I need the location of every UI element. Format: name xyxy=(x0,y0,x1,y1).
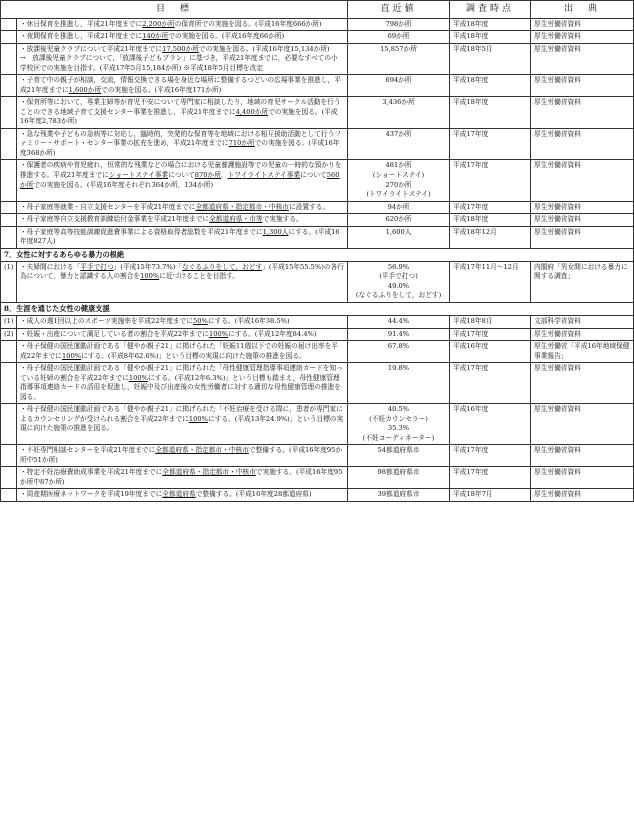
survey-date: 平成17年度 xyxy=(450,128,531,160)
latest-value xyxy=(348,214,450,227)
header-value: 直近値 xyxy=(348,1,450,19)
latest-value-line: 1,600人 xyxy=(385,227,412,236)
latest-value-line: 44.4% xyxy=(387,317,410,326)
section-heading: 7．女性に対するあらゆる暴力の根絶 xyxy=(1,248,634,261)
table-row xyxy=(1,18,634,31)
target-text-segment: にする。(平成13年24.9%)」という目標の実現に向けた施策の推進を図る。 xyxy=(20,414,344,433)
target-text-segment: → 放課後児童クラブについて，「放課後子どもプラン」に基づき，平成21年度までに，必要なすべての小学校区での実施を目指す。(平成17年5月15,184か所) ※平成18年5月目標を改定 xyxy=(20,54,338,72)
latest-value-line: (ショートステイ) xyxy=(372,170,425,179)
source: 厚生労働省資料 xyxy=(531,43,634,75)
source: 厚生労働省資料 xyxy=(531,489,634,502)
target-text xyxy=(17,18,348,31)
table-row xyxy=(1,31,634,44)
target-text xyxy=(17,201,348,214)
table-row xyxy=(1,489,634,502)
latest-value xyxy=(348,467,450,489)
target-value-underlined: 560か所 xyxy=(20,170,340,189)
source: 厚生労働省資料 xyxy=(531,128,634,160)
target-text-segment: での実施を図る。(平成16年度368か所) xyxy=(20,139,340,157)
source: 厚生労働省資料 xyxy=(531,226,634,248)
row-number: (1) xyxy=(1,261,17,302)
survey-date: 平成18年12月 xyxy=(450,226,531,248)
survey-date: 平成17年度 xyxy=(450,467,531,489)
latest-value-line: 798か所 xyxy=(385,19,412,28)
source: 厚生労働省資料 xyxy=(531,201,634,214)
target-text xyxy=(17,316,348,329)
survey-date: 平成17年度 xyxy=(450,201,531,214)
target-text-segment: ・放課後児童クラブについて平成21年度までに xyxy=(20,44,163,53)
row-number xyxy=(1,201,17,214)
target-text-segment: にする。(平成8年62.6%)」という目標の実現に向けた施策の推進を図る。 xyxy=(81,351,306,360)
latest-value xyxy=(348,160,450,201)
latest-value-line: 39都道府県市 xyxy=(377,490,420,499)
target-value-underlined: なぐるふりをして，おどす xyxy=(182,262,263,271)
table-row xyxy=(1,160,634,201)
target-text-segment: での実施を図る。(平成16年度それぞれ364か所，134か所) xyxy=(33,180,214,189)
survey-date: 平成17年11月～12月 xyxy=(450,261,531,302)
target-text-segment: ・母子保健の国民運動計画である「健やか親子21」に掲げられた「母性健康管理指導事項連絡カードを知っている妊婦の割合を平成22年までに xyxy=(20,364,343,382)
target-text-segment: ・夫婦間における「 xyxy=(20,262,81,271)
source: 厚生労働省資料 xyxy=(531,214,634,227)
latest-value-line: (不妊カウンセラー) xyxy=(369,414,428,423)
target-value-underlined: 100% xyxy=(128,373,148,382)
latest-value-line: 98都道府県市 xyxy=(377,468,420,477)
row-number xyxy=(1,226,17,248)
source: 厚生労働省資料 xyxy=(531,404,634,445)
source: 厚生労働省資料 xyxy=(531,328,634,341)
latest-value-line: 35.3% xyxy=(387,424,410,433)
survey-date: 平成16年度 xyxy=(450,341,531,363)
target-text-segment: 」(平成15年55.5%)の各行為について，暴力と認識する人の割合を xyxy=(20,262,344,281)
latest-value xyxy=(348,97,450,129)
target-text-segment: について xyxy=(300,170,327,179)
target-text xyxy=(17,43,348,75)
source: 厚生労働省資料 xyxy=(531,18,634,31)
target-value-underlined: 100% xyxy=(208,329,229,338)
target-text xyxy=(17,261,348,302)
source: 厚生労働省資料 xyxy=(531,75,634,97)
table-row xyxy=(1,404,634,445)
latest-value xyxy=(348,18,450,31)
latest-value-line: 40.5% xyxy=(387,405,410,414)
target-value-underlined: 2,200か所 xyxy=(142,19,175,28)
latest-value xyxy=(348,201,450,214)
latest-value-line: 270か所 xyxy=(385,180,412,189)
survey-date: 平成18年度 xyxy=(450,31,531,44)
target-text-segment: について xyxy=(168,170,195,179)
latest-value-line: 49.0% xyxy=(387,281,410,290)
target-value-underlined: 全都道府県・市等 xyxy=(209,215,263,224)
target-text-segment: での実施を図る。(平成16年度66か所) xyxy=(168,32,285,41)
latest-value-line: 91.4% xyxy=(387,329,410,338)
survey-date: 平成18年度 xyxy=(450,97,531,129)
target-value-underlined: 17,500か所 xyxy=(162,44,199,53)
survey-date: 平成18年度 xyxy=(450,214,531,227)
target-text-segment: での実施を図る。(平成16年度15,134か所) xyxy=(198,44,330,53)
target-text xyxy=(17,31,348,44)
row-number xyxy=(1,43,17,75)
target-text-segment: ・母子家庭等就業・自立支援センターを平成21年度までに xyxy=(20,202,196,211)
table-row xyxy=(1,97,634,129)
latest-value-line: 481か所 xyxy=(385,161,412,170)
source: 厚生労働省資料 xyxy=(531,445,634,467)
source: 厚生労働省資料 xyxy=(531,160,634,201)
survey-date: 平成18年8月 xyxy=(450,316,531,329)
latest-value xyxy=(348,363,450,404)
latest-value xyxy=(348,316,450,329)
latest-value-line: 54都道府県市 xyxy=(377,446,420,455)
latest-value xyxy=(348,489,450,502)
latest-value-line: 67.8% xyxy=(387,342,410,351)
target-text xyxy=(17,363,348,404)
target-text-segment: の保育所での実施を図る。(平成16年度666か所) xyxy=(174,19,322,28)
table-row xyxy=(1,214,634,227)
target-text-segment: ・母子保健の国民運動計画である「健やか親子21」に掲げられた「不妊治療を受ける際に，患者が専門家によるカウンセリングが受けられる割合を平成22年までに xyxy=(20,405,343,423)
target-text-segment: 」(平成15年73.7%)「 xyxy=(113,262,183,271)
table-row xyxy=(1,316,634,329)
target-value-underlined: 全都道府県・指定都市・中核市 xyxy=(195,202,290,211)
table-row xyxy=(1,467,634,489)
row-number xyxy=(1,97,17,129)
target-value-underlined: 870か所 xyxy=(194,170,221,179)
target-text-segment: ・休日保育を推進し，平成21年度までに xyxy=(20,19,143,28)
survey-date: 平成18年7月 xyxy=(450,489,531,502)
table-row xyxy=(1,226,634,248)
target-value-underlined: 1,600か所 xyxy=(68,85,102,94)
row-number: (2) xyxy=(1,328,17,341)
target-text xyxy=(17,489,348,502)
row-number xyxy=(1,128,17,160)
latest-value xyxy=(348,128,450,160)
header-source: 出 典 xyxy=(531,1,634,19)
target-text-segment: にする。(平成16年度827人) xyxy=(20,227,340,246)
table-row xyxy=(1,363,634,404)
target-text xyxy=(17,97,348,129)
latest-value-line: 15,857か所 xyxy=(380,44,417,53)
latest-value-line: (平手で打つ) xyxy=(379,272,418,281)
table-row xyxy=(1,341,634,363)
target-value-underlined: 全都道府県 xyxy=(162,490,196,499)
latest-value-line: 3,436か所 xyxy=(382,98,415,107)
latest-value-line: (トワイライトステイ) xyxy=(366,190,431,199)
row-number xyxy=(1,404,17,445)
target-value-underlined: 1,300人 xyxy=(262,227,289,236)
target-text xyxy=(17,160,348,201)
row-number: (1) xyxy=(1,316,17,329)
target-value-underlined: 100% xyxy=(140,272,160,281)
source: 文部科学省資料 xyxy=(531,316,634,329)
latest-value xyxy=(348,341,450,363)
latest-value-line: (不妊コーディネーター) xyxy=(362,433,435,442)
target-text-segment: ・不妊専門相談センターを平成21年度までに xyxy=(20,446,156,455)
survey-date: 平成17年度 xyxy=(450,445,531,467)
header-date: 調査時点 xyxy=(450,1,531,19)
target-text-segment: ・急な残業や子どもの急病等に対応し，臨時的，突発的な保育等を地域における相互援助活動として行うファミリー・サポート・センター事業の拡充を進め，平成21年度までに xyxy=(20,129,341,148)
header-row xyxy=(1,1,634,19)
table-row xyxy=(1,328,634,341)
target-text-segment: で実施する。 xyxy=(262,215,303,224)
target-text-segment: ・子育て中の親子が相談，交流，情報交換できる場を身近な場所に整備するつどいの広場事業を推進し，平成21年度までに xyxy=(20,76,341,94)
survey-date: 平成18年度 xyxy=(450,75,531,97)
target-text-segment: ・母子家庭等自立支援教育訓練給付金事業を平成21年度までに xyxy=(20,215,210,224)
target-text-segment: ・妊娠・出産について満足している者の割合を平成22年までに xyxy=(20,329,209,338)
target-text-segment: での実施を図る。(平成16年度2,783か所) xyxy=(20,107,338,126)
latest-value-line: 69か所 xyxy=(387,32,410,41)
survey-date: 平成17年度 xyxy=(450,363,531,404)
target-text-segment: にする。(平成16年38.5%) xyxy=(207,317,290,326)
table-row xyxy=(1,201,634,214)
section-heading: 8．生涯を通じた女性の健康支援 xyxy=(1,302,634,315)
latest-value xyxy=(348,43,450,75)
target-text xyxy=(17,445,348,467)
target-value-underlined: 4,400か所 xyxy=(235,107,269,116)
latest-value xyxy=(348,328,450,341)
row-number xyxy=(1,467,17,489)
target-text-segment: に近づけることを目指す。 xyxy=(159,272,239,281)
target-text xyxy=(17,404,348,445)
target-text xyxy=(17,467,348,489)
target-text-segment: ・特定不妊治療費助成事業を平成21年度までに xyxy=(20,468,163,477)
target-text-segment: で実施する。(平成16年度95か所中87か所) xyxy=(20,468,343,486)
section-row xyxy=(1,248,634,261)
target-text-segment: にする。(平成12年度84.4%) xyxy=(228,329,317,338)
target-value-underlined: 平手で打つ xyxy=(80,262,114,271)
target-value-underlined: トワイライトステイ事業 xyxy=(227,170,301,179)
target-value-underlined: 100% xyxy=(188,414,208,423)
target-text xyxy=(17,214,348,227)
target-value-underlined: ショートステイ事業 xyxy=(108,170,169,179)
latest-value xyxy=(348,226,450,248)
target-text xyxy=(17,341,348,363)
row-number xyxy=(1,18,17,31)
target-value-underlined: 100% xyxy=(61,351,82,360)
table-row xyxy=(1,445,634,467)
target-text-segment: ・周産期医療ネットワークを平成19年度までに xyxy=(20,490,163,499)
target-text xyxy=(17,328,348,341)
survey-date: 平成18年度 xyxy=(450,18,531,31)
row-number xyxy=(1,341,17,363)
source: 内閣府「男女間における暴力に関する調査」 xyxy=(531,261,634,302)
latest-value xyxy=(348,261,450,302)
table-row xyxy=(1,261,634,302)
target-text-segment: で整備する。(平成16年度95か所中51か所) xyxy=(20,446,343,464)
target-value-underlined: 50% xyxy=(193,317,208,326)
row-number xyxy=(1,31,17,44)
target-text-segment: ， xyxy=(220,170,228,179)
row-number xyxy=(1,363,17,404)
target-text-segment: で整備する。(平成16年度28都道府県) xyxy=(195,490,312,499)
latest-value xyxy=(348,75,450,97)
latest-value xyxy=(348,404,450,445)
section-row xyxy=(1,302,634,315)
row-number xyxy=(1,214,17,227)
target-value-underlined: 710か所 xyxy=(228,139,255,148)
latest-value-line: 437か所 xyxy=(385,129,412,138)
source: 厚生労働省「平成16年地域保健事業報告」 xyxy=(531,341,634,363)
survey-date: 平成18年5月 xyxy=(450,43,531,75)
target-text xyxy=(17,75,348,97)
target-text-segment: ・母子家庭等高等技能訓練促進費事業による資格取得者総数を平成21年度までに xyxy=(20,227,263,236)
target-text-segment: にする。(平成12年6.3%)」という目標も踏まえ，母性健康管理指導事項連絡カードの活用を促進し，妊娠中及び出産後の女性労働者に対する適切な母性健康管理の推進を図る。 xyxy=(20,373,341,401)
row-number xyxy=(1,489,17,502)
target-text-segment: ・保育所等において，専業主婦等が育児不安について専門家に相談したり，地域の育児サークル活動を行うことのできる地域子育て支援センター事業を推進し，平成21年度までに xyxy=(20,98,341,116)
source: 厚生労働省資料 xyxy=(531,363,634,404)
target-text-segment: での実施を図る。(平成16年度171か所) xyxy=(101,85,222,94)
target-text-segment: ・成人の週1回以上のスポーツ実施率を平成22年度までに xyxy=(20,317,193,326)
row-number xyxy=(1,75,17,97)
latest-value-line: 94か所 xyxy=(387,202,410,211)
survey-date: 平成16年度 xyxy=(450,404,531,445)
latest-value xyxy=(348,31,450,44)
target-text xyxy=(17,226,348,248)
latest-value-line: 19.8% xyxy=(387,364,410,373)
target-text-segment: ・夜間保育を推進し，平成21年度までに xyxy=(20,32,143,41)
table-row xyxy=(1,128,634,160)
latest-value-line: 620か所 xyxy=(385,215,412,224)
row-number xyxy=(1,160,17,201)
latest-value-line: (なぐるふりをして，おどす) xyxy=(355,291,442,300)
target-value-underlined: 140か所 xyxy=(142,32,169,41)
latest-value-line: 694か所 xyxy=(385,76,412,85)
source: 厚生労働省資料 xyxy=(531,31,634,44)
table-row xyxy=(1,75,634,97)
target-value-underlined: 全都道府県・指定都市・中核市 xyxy=(155,446,249,455)
latest-value-line: 56.9% xyxy=(387,262,410,271)
source: 厚生労働省資料 xyxy=(531,97,634,129)
survey-date: 平成17年度 xyxy=(450,160,531,201)
target-text-segment: ・保護者の疾病や育児疲れ，恒常的な残業などの場合における児童養護施設等での児童の一時的な預かりを推進する。平成21年度までに xyxy=(20,161,342,179)
header-target: 目 標 xyxy=(1,1,348,19)
target-text xyxy=(17,128,348,160)
target-text-segment: に設置する。 xyxy=(289,202,330,211)
latest-value xyxy=(348,445,450,467)
table-row xyxy=(1,43,634,75)
row-number xyxy=(1,445,17,467)
source: 厚生労働省資料 xyxy=(531,467,634,489)
target-value-underlined: 全都道府県・指定都市・中核市 xyxy=(162,468,256,477)
survey-date: 平成17年度 xyxy=(450,328,531,341)
target-text-segment: ・母子保健の国民運動計画である「健やか親子21」に掲げられた「妊娠11週以下での妊娠の届け出率を平成22年までに xyxy=(20,342,338,360)
